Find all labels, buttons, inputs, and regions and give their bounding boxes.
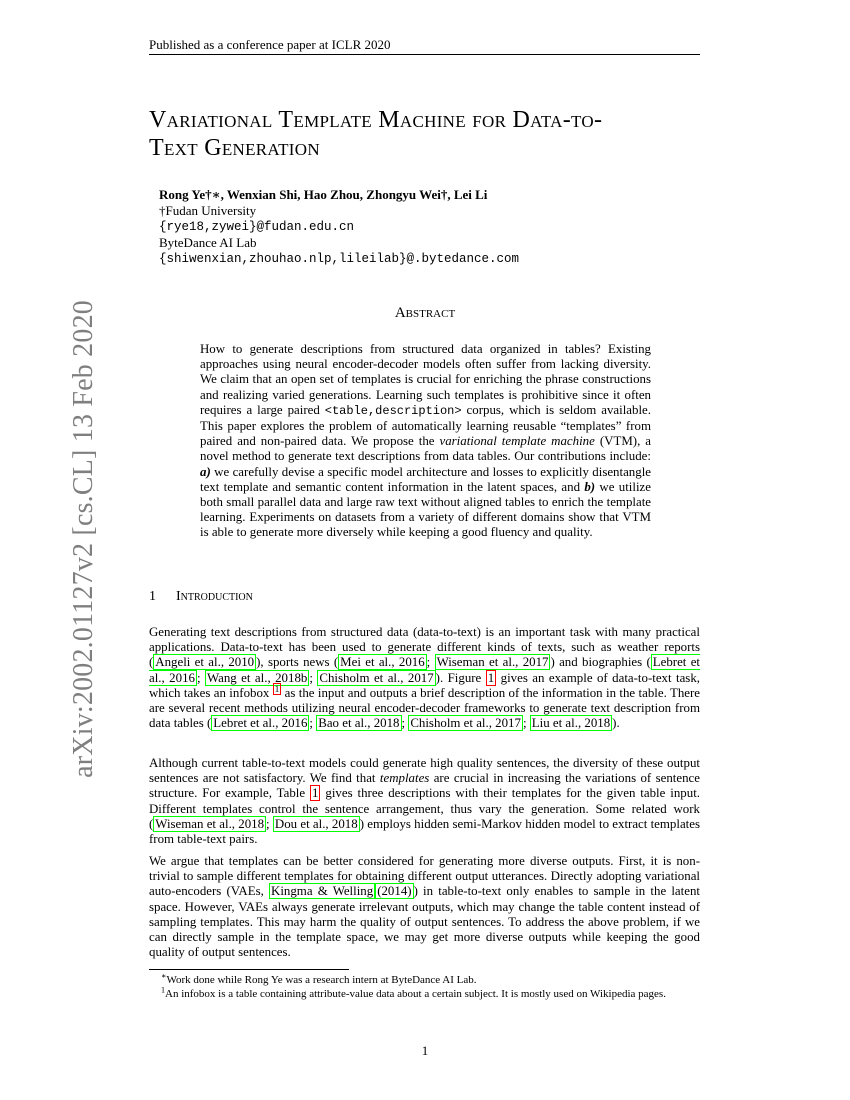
author-block bbox=[159, 187, 519, 267]
arxiv-identifier: arXiv:2002.01127v2 [cs.CL] 13 Feb 2020 bbox=[68, 300, 99, 778]
page-number: 1 bbox=[421, 1043, 429, 1058]
title-line-1: Variational Template Machine for Data-to- bbox=[149, 107, 603, 133]
author-names: Rong Ye†∗, Wenxian Shi, Hao Zhou, Zhongyu Wei†, Lei Li bbox=[159, 187, 488, 202]
section-title: Introduction bbox=[176, 589, 253, 604]
citation-link[interactable]: Lebret et al., 2016 bbox=[149, 655, 700, 685]
title-line-2: Text Generation bbox=[149, 135, 320, 161]
email-bytedance: {shiwenxian,zhouhao.nlp,lileilab}@.bytedance.com bbox=[159, 252, 520, 266]
citation-year-link[interactable]: (2014) bbox=[377, 884, 412, 899]
citation-link[interactable]: Angeli et al., 2010 bbox=[155, 655, 255, 670]
footnote-ref-link[interactable]: 1 bbox=[274, 683, 280, 694]
figure-ref-link[interactable]: 1 bbox=[487, 670, 495, 685]
affiliation-fudan: †Fudan University bbox=[159, 203, 257, 218]
running-header: Published as a conference paper at ICLR 2020 bbox=[149, 37, 391, 52]
footnote-star: ∗Work done while Rong Ye was a research intern at ByteDance AI Lab. bbox=[161, 971, 477, 986]
vtm-emphasis: variational template machine bbox=[439, 434, 595, 449]
citation-link[interactable]: Chisholm et al., 2017 bbox=[410, 716, 521, 731]
table-description-code: <table,description> bbox=[324, 403, 462, 418]
arxiv-sidebar bbox=[18, 300, 99, 780]
intro-paragraph-1: Generating text descriptions from structured data (data-to-text) is an important task with many practical applications. Data-to-text has been used to generate different kinds of texts, such as weather reports ( Angeli et al., 2010 ), sports news ( Mei et al., 2016 ; Wiseman et al., 2017 ) and biographies ( Lebret et al., 2016 ; Wang et al., 2018b ; Chisholm et al., 2017 ). Figure 1 gives an example of data-to-text task, which takes an infobox $^1$ as the input and outputs a brief description of the information in the table. There are several recent methods utilizing neural encoder-decoder frameworks to generate text description from data tables ( Lebret et al., 2016 ; Bao et al., 2018 ; Chisholm et al., 2017 ; Liu et al., 2018 ). bbox=[149, 625, 700, 731]
citation-link[interactable]: Chisholm et al., 2017 bbox=[319, 670, 434, 685]
templates-emphasis: templates bbox=[379, 771, 430, 786]
citation-link[interactable]: Wiseman et al., 2018 bbox=[155, 816, 265, 831]
intro-paragraph-2: Although current table-to-text models could generate high quality sentences, the diversity of these output sentences are not satisfactory. We find that templates are crucial in increasing the variations of sentence structure. For example, Table 1 gives three descriptions with their templates for the given table input. Different templates control the sentence arrangement, thus vary the generation. Some related work ( Wiseman et al., 2018 ; Dou et al., 2018 ) employs hidden semi-Markov hidden model to extract templates from table-text pairs. bbox=[149, 756, 701, 847]
citation-link[interactable]: Kingma & Welling bbox=[271, 884, 374, 899]
section-number: 1 bbox=[149, 589, 156, 604]
email-fudan: {rye18,zywei}@fudan.edu.cn bbox=[159, 220, 355, 234]
header-rule bbox=[149, 54, 700, 55]
intro-paragraph-3: We argue that templates can be better considered for generating more diverse outputs. First, it is non-trivial to sample different templates for obtaining different output utterances. Directly adopting variational auto-encoders (VAEs, Kingma & Welling (2014) ) in table-to-text only enables to sample in the latent space. However, VAEs always generate irrelevant outputs, which may change the table content instead of sampling templates. This may harm the quality of output sentences. To address the above problem, if we can directly sample in the template space, we may get more diverse outputs while keeping the good quality of output sentences. bbox=[149, 854, 700, 960]
citation-link[interactable]: Dou et al., 2018 bbox=[274, 816, 358, 831]
section-heading-introduction bbox=[149, 589, 253, 605]
paper-title bbox=[149, 106, 709, 162]
footnotes bbox=[149, 973, 700, 1001]
footnote-1: $^1$An infobox is a table containing attribute-value data about a certain subject. It is mostly used on Wikipedia pages. bbox=[161, 985, 666, 1000]
citation-link[interactable]: Wang et al., 2018b bbox=[207, 670, 308, 685]
citation-link[interactable]: Bao et al., 2018 bbox=[318, 716, 400, 731]
abstract-heading: Abstract bbox=[394, 305, 456, 321]
affiliation-bytedance: ByteDance AI Lab bbox=[159, 235, 257, 250]
citation-link[interactable]: Lebret et al., 2016 bbox=[213, 716, 308, 731]
citation-link[interactable]: Mei et al., 2016 bbox=[340, 655, 425, 670]
table-ref-link[interactable]: 1 bbox=[312, 786, 319, 801]
footnote-rule bbox=[149, 969, 349, 970]
citation-link[interactable]: Liu et al., 2018 bbox=[531, 716, 611, 731]
citation-link[interactable]: Wiseman et al., 2017 bbox=[436, 655, 549, 670]
abstract-body: How to generate descriptions from structured data organized in tables? Existing approaches using neural encoder-decoder models often suffer from lacking diversity. We claim that an open set of templates is crucial for enriching the phrase constructions and realizing varied generations. Learning such templates is prohibitive since it often requires a large paired <table,description> corpus, which is seldom available. This paper explores the problem of automatically learning reusable “templates” from paired and non-paired data. We propose the variational template machine (VTM), a novel method to generate text descriptions from data tables. Our contributions include: a) we carefully devise a specific model architecture and losses to explicitly disentangle text template and semantic content information in the latent spaces, and b) we utilize both small parallel data and large raw text without aligned tables to enrich the template learning. Experiments on datasets from a variety of different domains show that VTM is able to generate more diversely while keeping a good fluency and quality. bbox=[200, 342, 652, 540]
